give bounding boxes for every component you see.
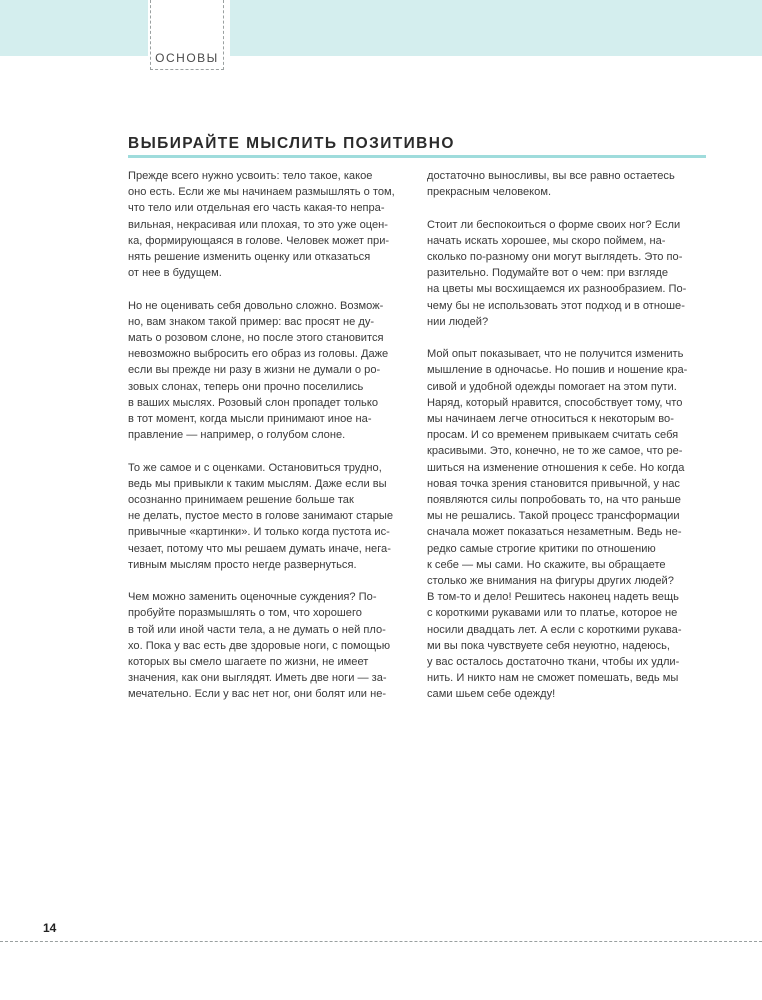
paragraph-gap [427,330,699,346]
paragraph-gap [128,573,400,589]
text-line: новая точка зрения становится привычной, у нас [427,477,680,490]
text-line: хо. Пока у вас есть две здоровые ноги, с помощью [128,639,391,652]
text-line: Мой опыт показывает, что не получится изменить [427,348,684,361]
text-line: чезает, потому что мы решаем думать иначе, нега- [128,542,391,555]
section-label: ОСНОВЫ [155,51,219,65]
text-line: но, вам знаком такой пример: вас просят не ду- [128,315,375,328]
text-line: невозможно выбросить его образ из головы. Даже [128,348,389,361]
text-line: просам. И со временем привыкаем считать себя [427,429,679,442]
paragraph-gap [128,281,400,297]
text-line: ведь мы привыкли к таким мыслям. Даже если вы [128,477,387,490]
text-line: привычные «картинки». И только когда пустота ис- [128,526,390,539]
text-line: сначала может показаться незаметным. Ведь не- [427,526,682,539]
text-line: оно есть. Если же мы начинаем размышлять о том, [128,186,395,199]
text-line: на цветы мы восхищаемся их разнообразием. По- [427,283,687,296]
article-title: ВЫБИРАЙТЕ МЫСЛИТЬ ПОЗИТИВНО [128,135,455,152]
text-line: мы начинаем легче относиться к некоторым во- [427,413,674,426]
text-line: если вы прежде ни разу в жизни не думали о ро- [128,364,381,377]
text-line: в ваших мыслях. Розовый слон пропадет только [128,396,378,409]
text-line: В том-то и дело! Решитесь наконец надеть вещь [427,591,679,604]
text-line: Прежде всего нужно усвоить: тело такое, какое [128,170,373,182]
text-line: пробуйте поразмышлять о том, что хорошего [128,607,362,620]
text-line: мечательно. Если у вас нет ног, они болят или не- [128,688,387,701]
text-line: столько же внимания на фигуры других людей? [427,575,674,588]
text-line: прекрасным человеком. [427,186,552,199]
left-column [128,168,400,703]
text-line: значения, как они выглядят. Иметь две ноги — за- [128,672,387,685]
text-line: к себе — мы сами. Но скажите, вы обращаете [427,558,666,571]
text-line: нии людей? [427,315,489,328]
text-line: начать искать хорошее, мы скоро поймем, на- [427,234,666,247]
text-line: ми вы пока чувствуете себя неуютно, надеюсь, [427,639,670,652]
paragraph [128,168,400,281]
text-line: носили двадцать лет. А если с короткими рукава- [427,623,682,636]
paragraph [128,460,400,573]
text-line: тивным мыслям просто негде развернуться. [128,558,357,571]
text-line: сколько по-разному они могут выглядеть. Это по- [427,251,683,263]
text-line: Но не оценивать себя довольно сложно. Возмож- [128,299,384,312]
text-line: Стоит ли беспокоиться о форме своих ног? Если [427,218,681,231]
text-line: правление — например, о голубом слоне. [128,429,346,442]
text-line: с короткими рукавами или то платье, которое не [427,607,678,620]
text-line: сивой и удобной одежды помогает на этом пути. [427,380,677,393]
text-line: разительно. Подумайте вот о чем: при взгляде [427,267,669,280]
page-number: 14 [43,921,57,935]
paragraph-gap [427,200,699,216]
title-underline [128,155,706,158]
paragraph [427,168,699,200]
right-column [427,168,699,703]
text-line: красивыми. Это, конечно, не то же самое, что ре- [427,445,683,458]
text-line: мы не решались. Такой процесс трансформации [427,510,680,523]
text-line: ка, формирующаяся в голове. Человек может при- [128,234,390,247]
text-line: редко самые строгие критики по отношению [427,542,656,555]
text-line: в той или иной части тела, а не думать о ней пло- [128,623,386,636]
text-line: нять решение изменить оценку или отказаться [128,251,371,264]
text-line: мать о розовом слоне, но после этого становится [128,332,384,345]
text-line: шиться на изменение отношения к себе. Но когда [427,461,685,474]
text-line: мышление в одночасье. Но пошив и ношение кра- [427,364,688,377]
text-line: от нее в будущем. [128,267,222,280]
text-line: появляются силы попробовать то, на что раньше [427,494,681,507]
text-line: которых вы смело шагаете по жизни, не имеет [128,656,369,669]
header-band-left [0,0,148,56]
text-line: То же самое и с оценками. Остановиться трудно, [128,461,382,474]
text-line: нить. И никто нам не сможет помешать, ведь мы [427,672,679,685]
text-line: у вас осталось достаточно ткани, чтобы их удли- [427,656,680,669]
paragraph [427,346,699,702]
section-tab [150,0,224,70]
text-line: достаточно выносливы, вы все равно остаетесь [427,170,675,182]
paragraph [128,298,400,444]
footer-divider [0,941,762,942]
paragraph-gap [128,443,400,459]
text-line: не делать, пустое место в голове занимают старые [128,510,394,523]
text-line: в тот момент, когда мысли принимают иное на- [128,413,372,426]
paragraph [427,217,699,330]
text-line: зовых слонах, теперь они прочно поселились [128,380,364,393]
text-line: сами шьем себе одежду! [427,688,556,701]
paragraph [128,589,400,702]
text-line: вильная, некрасивая или плохая, то это уже оцен- [128,218,389,231]
text-line: чему бы не использовать этот подход и в отноше- [427,299,685,312]
header-band-right [230,0,762,56]
text-line: Чем можно заменить оценочные суждения? По- [128,591,377,604]
text-line: осознанно принимаем решение больше так [128,494,354,507]
text-line: Наряд, который нравится, способствует тому, что [427,396,683,409]
text-line: что тело или отдельная его часть какая-то непра- [128,202,385,215]
